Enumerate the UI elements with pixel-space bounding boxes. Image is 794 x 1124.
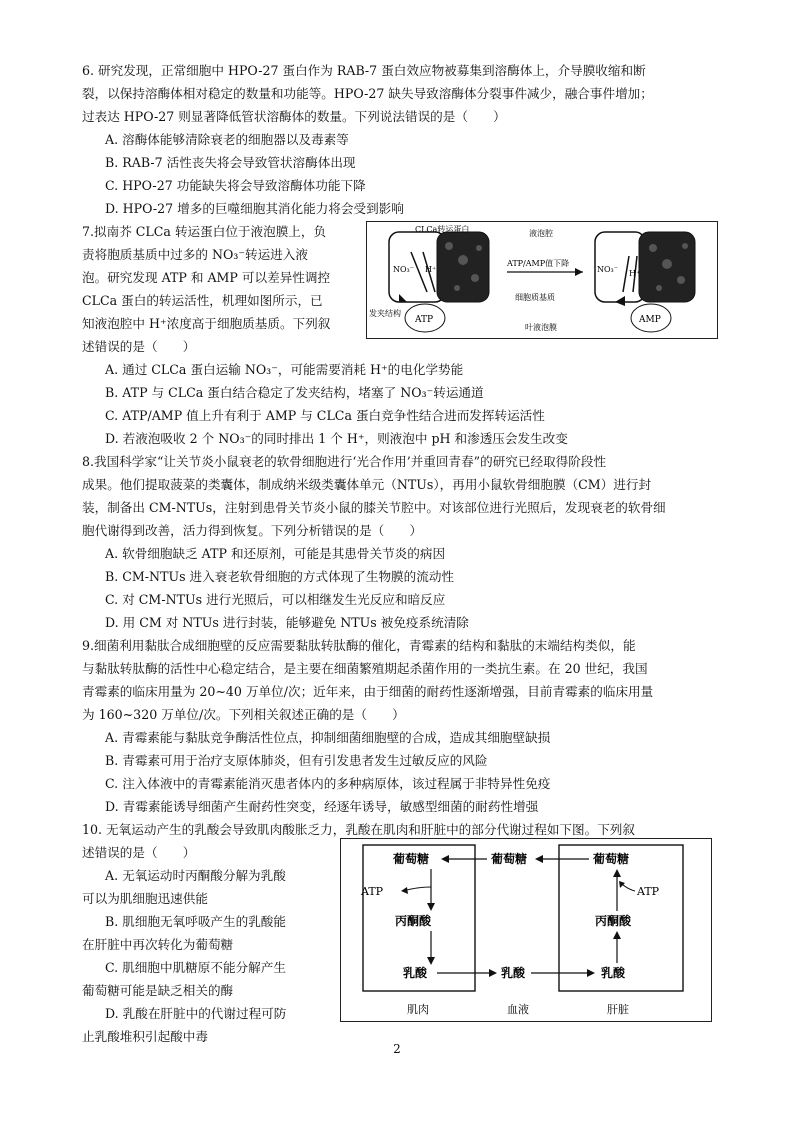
- q7-fig-no3-left: NO₃⁻: [393, 265, 414, 274]
- q10-fig-blood-label: 血液: [507, 1003, 529, 1016]
- q10-fig-muscle-lactate: 乳酸: [403, 966, 428, 980]
- q6-option-c: C. HPO-27 功能缺失将会导致溶酶体功能下降: [105, 178, 366, 193]
- q10-option-d-line-2: 止乳酸堆积引起酸中毒: [82, 1029, 208, 1044]
- q7-fig-amp-label: AMP: [639, 315, 661, 325]
- q10-option-c-line-2: 葡萄糖可能是缺乏相关的酶: [82, 983, 234, 998]
- q10-fig-liver-glucose: 葡萄糖: [593, 852, 630, 866]
- q9-option-c: C. 注入体液中的青霉素能消灭患者体内的多种病原体，该过程属于非特异性免疫: [105, 776, 551, 791]
- q7-option-d: D. 若液泡吸收 2 个 NO₃⁻的同时排出 1 个 H⁺，则液泡中 pH 和渗透压会发生改变: [105, 431, 568, 446]
- q8-option-d: D. 用 CM 对 NTUs 进行封装，能够避免 NTUs 被免疫系统清除: [105, 615, 469, 630]
- q8-option-c: C. 对 CM-NTUs 进行光照后，可以相继发生光反应和暗反应: [105, 592, 446, 607]
- q9-option-d: D. 青霉素能诱导细菌产生耐药性突变，经逐年诱导，敏感型细菌的耐药性增强: [105, 799, 539, 814]
- q7-option-c: C. ATP/AMP 值上升有利于 AMP 与 CLCa 蛋白竞争性结合进而发挥转运活性: [105, 408, 545, 423]
- q7-stem-line-1: 7.拟南芥 CLCa 转运蛋白位于液泡膜上，负: [82, 224, 327, 239]
- q8-stem-line-2: 成果。他们提取菠菜的类囊体，制成纳米级类囊体单元（NTUs），再用小鼠软骨细胞膜（CM）进行封: [82, 477, 652, 492]
- q10-fig-liver-pyruvate: 丙酮酸: [595, 914, 632, 928]
- q10-fig-muscle-glucose: 葡萄糖: [393, 852, 430, 866]
- q9-stem-line-3: 青霉素的临床用量为 20~40 万单位/次；近年来，由于细菌的耐药性逐渐增强，目前青霉素的临床用量: [82, 684, 654, 699]
- q10-fig-muscle-pyruvate: 丙酮酸: [395, 914, 432, 928]
- q8-stem-line-3: 装，制备出 CM-NTUs，注射到患骨关节炎小鼠的膝关节腔中。对该部位进行光照后，发现衰老的软骨细: [82, 500, 666, 515]
- q10-figure: [340, 838, 712, 1022]
- q9-stem-line-4: 为 160~320 万单位/次。下列相关叙述正确的是（ ）: [82, 707, 405, 722]
- q7-fig-vacuole-label: 液泡腔: [529, 229, 553, 238]
- q7-fig-no3-right: NO₃⁻: [597, 265, 618, 274]
- q10-fig-blood-lactate: 乳酸: [501, 966, 526, 980]
- q10-fig-muscle-label: 肌肉: [407, 1003, 429, 1016]
- q6-stem-line-3: 过表达 HPO-27 则显著降低管状溶酶体的数量。下列说法错误的是（ ）: [82, 109, 506, 124]
- q10-fig-blood-glucose: 葡萄糖: [491, 852, 528, 866]
- q7-fig-h-left: H⁺: [425, 265, 437, 274]
- q6-stem-line-2: 裂，以保持溶酶体相对稳定的数量和功能等。HPO-27 缺失导致溶酶体分裂事件减少，融合事件增加；: [82, 86, 653, 101]
- page-number: 2: [393, 1042, 401, 1056]
- q7-stem-line-2: 责将胞质基质中过多的 NO₃⁻转运进入液: [82, 247, 308, 262]
- q7-stem-line-3: 泡。研究发现 ATP 和 AMP 可以差异性调控: [82, 270, 331, 285]
- q10-fig-liver-label: 肝脏: [607, 1003, 629, 1016]
- q10-option-b-line-2: 在肝脏中再次转化为葡萄糖: [82, 937, 234, 952]
- q7-stem-line-6: 述错误的是（ ）: [82, 339, 196, 354]
- q7-stem-line-5: 知液泡腔中 H⁺浓度高于细胞质基质。下列叙: [82, 316, 331, 331]
- q7-fig-arrow-label: ATP/AMP值下降: [507, 259, 570, 268]
- q10-fig-atp-right: ATP: [637, 885, 660, 898]
- q6-option-d: D. HPO-27 增多的巨噬细胞其消化能力将会受到影响: [105, 201, 404, 216]
- q10-option-a-line-2: 可以为肌细胞迅速供能: [82, 891, 208, 906]
- q10-option-d-line-1: D. 乳酸在肝脏中的代谢过程可防: [105, 1006, 287, 1021]
- q6-option-b: B. RAB-7 活性丧失将会导致管状溶酶体出现: [105, 155, 356, 170]
- q7-fig-cytoplasm-label: 细胞质基质: [515, 293, 555, 302]
- q9-option-b: B. 青霉素可用于治疗支原体肺炎，但有引发患者发生过敏反应的风险: [105, 753, 488, 768]
- q10-stem-line-1: 10. 无氧运动产生的乳酸会导致肌肉酸胀乏力，乳酸在肌肉和肝脏中的部分代谢过程如下图。下列叙: [82, 822, 635, 837]
- q6-stem-line-1: 6. 研究发现，正常细胞中 HPO-27 蛋白作为 RAB-7 蛋白效应物被募集到溶酶体上，介导膜收缩和断: [82, 63, 646, 78]
- q9-stem-line-2: 与黏肽转肽酶的活性中心稳定结合，是主要在细菌繁殖期起杀菌作用的一类抗生素。在 20 世纪，我国: [82, 661, 648, 676]
- q7-option-b: B. ATP 与 CLCa 蛋白结合稳定了发夹结构，堵塞了 NO₃⁻转运通道: [105, 385, 484, 400]
- q8-stem-line-4: 胞代谢得到改善，活力得到恢复。下列分析错误的是（ ）: [82, 523, 423, 538]
- q7-fig-clca-label: CLCa转运蛋白: [415, 225, 470, 234]
- q8-stem-line-1: 8.我国科学家“让关节炎小鼠衰老的软骨细胞进行‘光合作用’并重回青春”的研究已经取得阶段性: [82, 454, 607, 469]
- q7-fig-membrane-label: 叶液泡膜: [525, 323, 557, 332]
- q7-fig-h-right: H⁺: [629, 269, 641, 278]
- q6-option-a: A. 溶酶体能够清除衰老的细胞器以及毒素等: [105, 132, 349, 147]
- q9-stem-line-1: 9.细菌利用黏肽合成细胞壁的反应需要黏肽转肽酶的催化，青霉素的结构和黏肽的末端结构类似，能: [82, 638, 636, 653]
- q7-stem-line-4: CLCa 蛋白的转运活性，机理如图所示，已: [82, 293, 323, 308]
- q7-fig-atp-label: ATP: [415, 315, 434, 325]
- q10-option-c-line-1: C. 肌细胞中肌糖原不能分解产生: [105, 960, 286, 975]
- q7-fig-hairpin-label: 发夹结构: [369, 309, 401, 318]
- q10-stem-line-2: 述错误的是（ ）: [82, 845, 196, 860]
- q8-option-b: B. CM-NTUs 进入衰老软骨细胞的方式体现了生物膜的流动性: [105, 569, 455, 584]
- q7-option-a: A. 通过 CLCa 蛋白运输 NO₃⁻，可能需要消耗 H⁺的电化学势能: [105, 362, 464, 377]
- q10-fig-liver-lactate: 乳酸: [601, 966, 626, 980]
- q10-fig-atp-left: ATP: [361, 885, 384, 898]
- q10-option-a-line-1: A. 无氧运动时丙酮酸分解为乳酸: [105, 868, 286, 883]
- q9-option-a: A. 青霉素能与黏肽竞争酶活性位点，抑制细菌细胞壁的合成，造成其细胞壁缺损: [105, 730, 551, 745]
- q8-option-a: A. 软骨细胞缺乏 ATP 和还原剂，可能是其患骨关节炎的病因: [105, 546, 446, 561]
- q7-figure: [366, 221, 718, 339]
- q10-option-b-line-1: B. 肌细胞无氧呼吸产生的乳酸能: [105, 914, 286, 929]
